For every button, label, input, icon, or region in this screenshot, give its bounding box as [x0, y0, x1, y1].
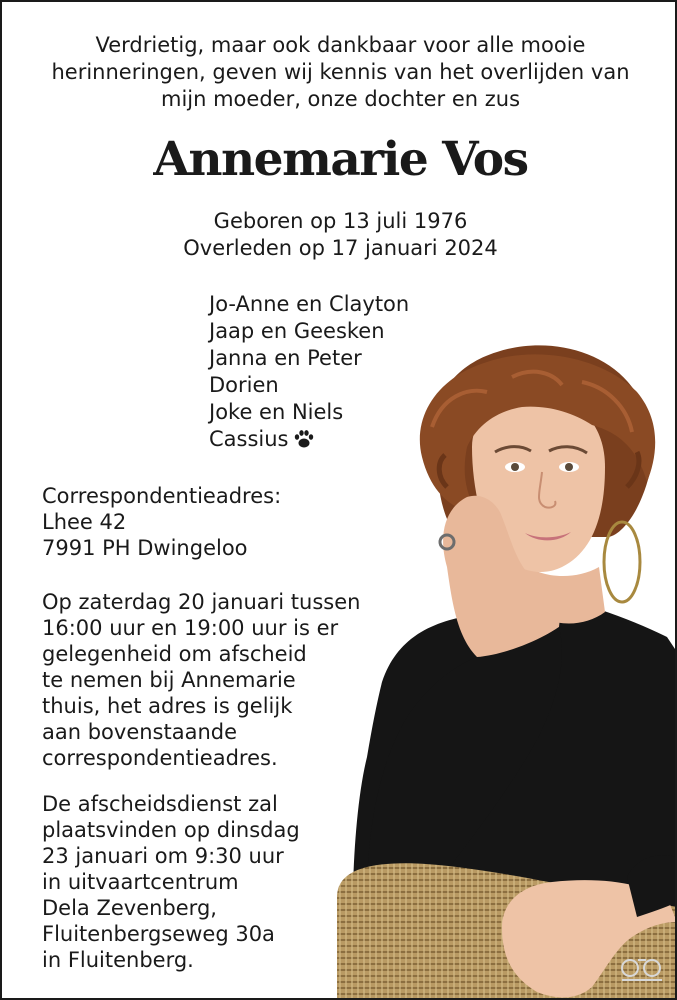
viewing-line: correspondentieadres.: [42, 746, 278, 770]
life-dates: [2, 208, 677, 262]
intro-text: [22, 32, 659, 113]
family-member: Jaap en Geesken: [209, 319, 385, 343]
family-member: Jo-Anne en Clayton: [209, 292, 410, 316]
pet-name: Cassius: [209, 427, 289, 451]
viewing-line: gelegenheid om afscheid: [42, 642, 307, 666]
viewing-details: [42, 589, 360, 771]
service-line: 23 januari om 9:30 uur: [42, 844, 284, 868]
intro-line: herinneringen, geven wij kennis van het overlijden van: [51, 60, 630, 84]
viewing-line: aan bovenstaande: [42, 720, 238, 744]
correspondence-address: [42, 483, 281, 561]
address-heading: Correspondentieadres:: [42, 484, 282, 508]
viewing-line: Op zaterdag 20 januari tussen: [42, 590, 361, 614]
birth-date: Geboren op 13 juli 1976: [213, 209, 468, 233]
address-street: Lhee 42: [42, 510, 127, 534]
intro-line: mijn moeder, onze dochter en zus: [160, 87, 521, 111]
viewing-line: thuis, het adres is gelijk: [42, 694, 293, 718]
family-member: Dorien: [209, 373, 279, 397]
deceased-name: Annemarie Vos: [153, 132, 528, 187]
viewing-line: te nemen bij Annemarie: [42, 668, 296, 692]
family-member: Janna en Peter: [209, 346, 362, 370]
portrait-photo: [337, 337, 677, 1000]
intro-line: Verdrietig, maar ook dankbaar voor alle mooie: [95, 33, 586, 57]
funeral-logo-icon: [618, 950, 666, 986]
family-member: Joke en Niels: [209, 400, 344, 424]
viewing-line: 16:00 uur en 19:00 uur is er: [42, 616, 339, 640]
service-line: in uitvaartcentrum: [42, 870, 239, 894]
service-line: Fluitenbergseweg 30a: [42, 922, 275, 946]
service-details: [42, 791, 300, 973]
death-date: Overleden op 17 januari 2024: [183, 236, 498, 260]
address-city: 7991 PH Dwingeloo: [42, 536, 248, 560]
service-line: De afscheidsdienst zal: [42, 792, 278, 816]
service-line: Dela Zevenberg,: [42, 896, 217, 920]
service-line: plaatsvinden op dinsdag: [42, 818, 300, 842]
service-line: in Fluitenberg.: [42, 948, 194, 972]
paw-print-icon: [293, 429, 315, 449]
